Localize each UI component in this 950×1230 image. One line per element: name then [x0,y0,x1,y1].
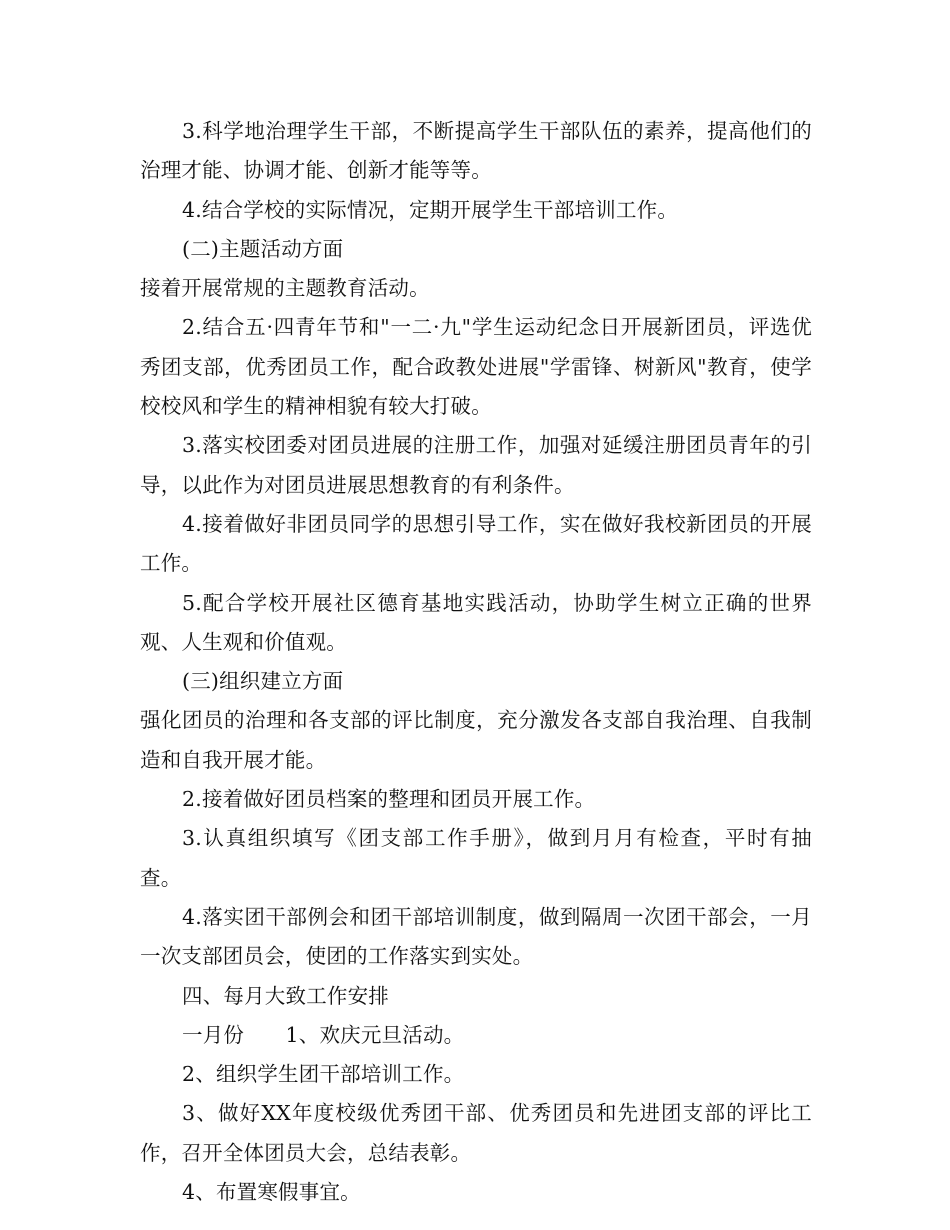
section-heading-organization: (三)组织建立方面 [182,669,344,694]
paragraph-17: 3、做好XX年度校级优秀团干部、优秀团员和先进团支部的评比工作，召开全体团员大会，总结表彰。 [140,1101,812,1165]
paragraph-18: 4、布置寒假事宜。 [182,1180,361,1205]
paragraph-1: 3.科学地治理学生干部，不断提高学生干部队伍的素养，提高他们的治理才能、协调才能、创新才能等等。 [140,119,812,183]
paragraph-12: 3.认真组织填写《团支部工作手册》，做到月月有检查，平时有抽查。 [140,826,812,890]
paragraph-2: 4.结合学校的实际情况，定期开展学生干部培训工作。 [182,197,679,222]
paragraph-4: 接着开展常规的主题教育活动。 [140,276,430,301]
paragraph-15: 一月份 1、欢庆元旦活动。 [182,1022,465,1047]
paragraph-6: 3.落实校团委对团员进展的注册工作，加强对延缓注册团员青年的引导，以此作为对团员进展思想教育的有利条件。 [140,433,812,497]
document-body [140,112,812,1212]
paragraph-8: 5.配合学校开展社区德育基地实践活动，协助学生树立正确的世界观、人生观和价值观。 [140,590,812,654]
section-heading-monthly-plan: 四、每月大致工作安排 [182,983,389,1008]
paragraph-5: 2.结合五·四青年节和"一二·九"学生运动纪念日开展新团员，评选优秀团支部，优秀团员工作，配合政教处进展"学雷锋、树新风"教育，使学校校风和学生的精神相貌有较大打破。 [140,315,812,419]
paragraph-13: 4.落实团干部例会和团干部培训制度，做到隔周一次团干部会，一月一次支部团员会，使团的工作落实到实处。 [140,904,812,969]
paragraph-10: 强化团员的治理和各支部的评比制度，充分激发各支部自我治理、自我制造和自我开展才能。 [140,708,812,772]
paragraph-7: 4.接着做好非团员同学的思想引导工作，实在做好我校新团员的开展工作。 [140,511,812,576]
section-heading-themes: (二)主题活动方面 [182,236,344,261]
paragraph-11: 2.接着做好团员档案的整理和团员开展工作。 [182,787,596,812]
paragraph-16: 2、组织学生团干部培训工作。 [182,1062,465,1087]
